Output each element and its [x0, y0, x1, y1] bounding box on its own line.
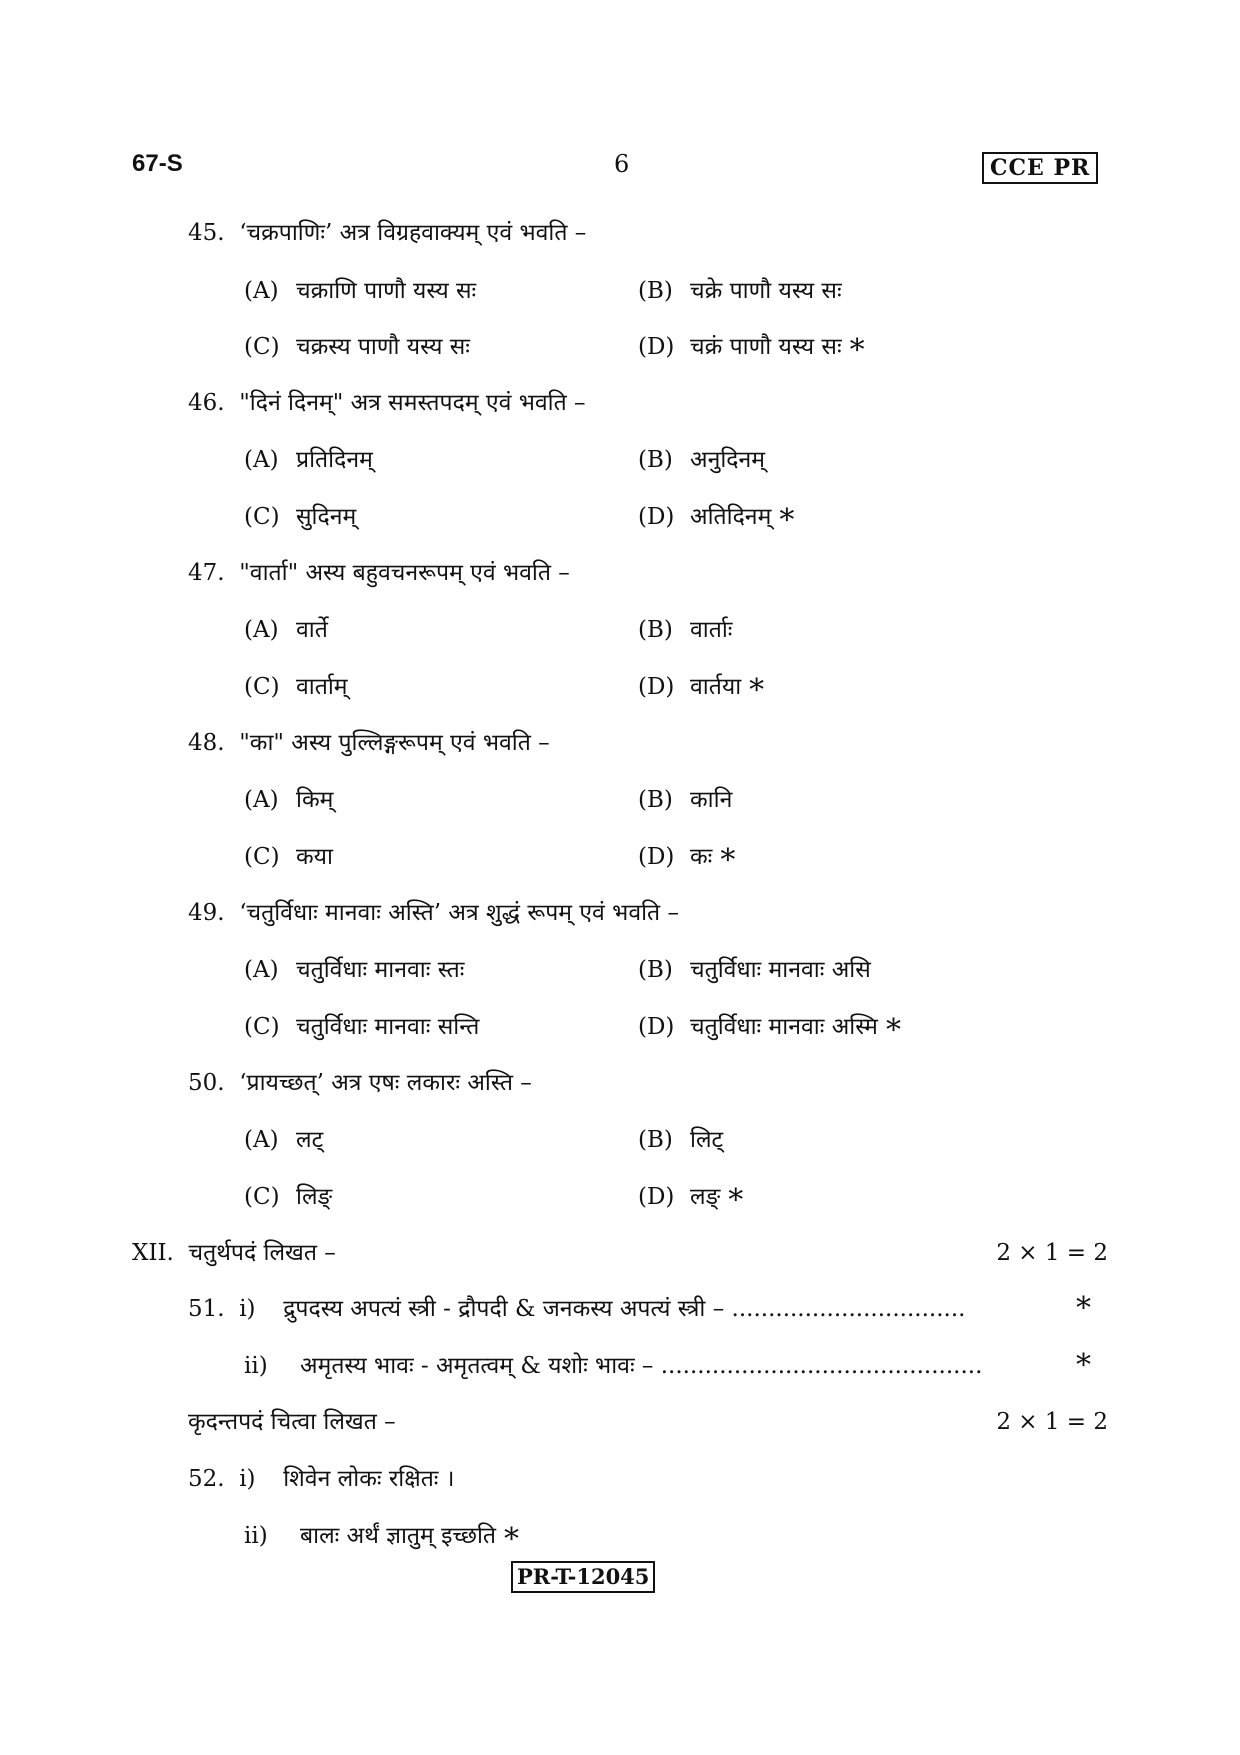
option-a: (A) लट् — [244, 1127, 324, 1153]
section-title: चतुर्थपदं लिखत – — [188, 1240, 336, 1266]
option-b: (B) अनुदिनम् — [638, 447, 766, 473]
question-52-ii: ii) बालः अर्थं ज्ञातुम् इच्छति * — [244, 1522, 520, 1557]
option-c: (C) चतुर्विधाः मानवाः सन्ति — [244, 1014, 480, 1040]
question-number: 50. — [188, 1070, 225, 1096]
question-47 — [188, 558, 570, 588]
answer-mark: * — [720, 843, 736, 878]
question-number: 49. — [188, 900, 225, 926]
option-c: (C) लिङ् — [244, 1184, 333, 1210]
answer-mark: * — [885, 1013, 901, 1048]
option-d: (D) चतुर्विधाः मानवाः अस्मि * — [638, 1013, 901, 1048]
question-text: ‘प्रायच्छत्’ अत्र एषः लकारः अस्ति – — [239, 1070, 532, 1096]
section-number: XII. — [132, 1240, 174, 1266]
question-text: ‘चतुर्विधाः मानवाः अस्ति’ अत्र शुद्धं रूपम् एवं भवति – — [239, 900, 679, 926]
question-number: 45. — [188, 220, 225, 246]
subsection-marks: 2 × 1 = 2 — [996, 1409, 1108, 1435]
section-heading — [132, 1238, 336, 1268]
section-marks: 2 × 1 = 2 — [996, 1240, 1108, 1266]
option-a: (A) वार्ते — [244, 617, 328, 643]
question-51-i: 51. i) द्रुपदस्य अपत्यं स्त्री - द्रौपदी & जनकस्य अपत्यं स्त्री – ................................ — [188, 1296, 966, 1322]
question-text: ‘चक्रपाणिः’ अत्र विग्रहवाक्यम् एवं भवति – — [239, 220, 587, 246]
option-b: (B) चक्रे पाणौ यस्य सः — [638, 278, 842, 304]
question-number: 52. — [188, 1466, 225, 1492]
question-48 — [188, 728, 550, 758]
option-d: (D) अतिदिनम् * — [638, 503, 795, 538]
question-text: "वार्ता" अस्य बहुवचनरूपम् एवं भवति – — [239, 560, 570, 586]
question-number: 51. — [188, 1296, 225, 1322]
question-52-i: 52. i) शिवेन लोकः रक्षितः । — [188, 1466, 455, 1492]
exam-type-box: CCE PR — [982, 152, 1098, 184]
option-d: (D) कः * — [638, 843, 736, 878]
option-a: (A) चतुर्विधाः मानवाः स्तः — [244, 957, 465, 983]
option-d: (D) वार्तया * — [638, 673, 765, 708]
answer-mark: * — [1076, 1291, 1091, 1326]
option-d: (D) चक्रं पाणौ यस्य सः * — [638, 333, 865, 368]
question-50 — [188, 1068, 532, 1098]
option-b: (B) कानि — [638, 787, 733, 813]
question-text: "का" अस्य पुल्लिङ्गरूपम् एवं भवति – — [239, 730, 550, 756]
footer-code-box: PR-T-12045 — [511, 1561, 655, 1593]
answer-mark: * — [779, 503, 795, 538]
option-c: (C) चक्रस्य पाणौ यस्य सः — [244, 334, 470, 360]
option-a: (A) किम् — [244, 787, 334, 813]
answer-mark: * — [849, 333, 865, 368]
option-b: (B) लिट् — [638, 1127, 724, 1153]
option-c: (C) कया — [244, 844, 333, 870]
question-46 — [188, 388, 586, 418]
option-a: (A) चक्राणि पाणौ यस्य सः — [244, 278, 477, 304]
answer-mark: * — [1076, 1348, 1091, 1383]
page-number: 6 — [614, 150, 630, 178]
option-d: (D) लङ् * — [638, 1183, 744, 1218]
question-number: 48. — [188, 730, 225, 756]
question-text: "दिनं दिनम्" अत्र समस्तपदम् एवं भवति – — [239, 390, 586, 416]
answer-mark: * — [728, 1183, 744, 1218]
option-b: (B) वार्ताः — [638, 617, 733, 643]
question-49 — [188, 898, 679, 928]
paper-code: 67-S — [132, 150, 183, 177]
option-c: (C) वार्ताम् — [244, 674, 348, 700]
question-number: 46. — [188, 390, 225, 416]
answer-mark: * — [504, 1522, 520, 1557]
question-51-ii: ii) अमृतस्य भावः - अमृतत्वम् & यशोः भावः – ............................................ — [244, 1353, 983, 1379]
option-c: (C) सुदिनम् — [244, 504, 357, 530]
option-a: (A) प्रतिदिनम् — [244, 447, 373, 473]
option-b: (B) चतुर्विधाः मानवाः असि — [638, 957, 871, 983]
question-number: 47. — [188, 560, 225, 586]
subsection-title: कृदन्तपदं चित्वा लिखत – — [188, 1409, 396, 1435]
answer-mark: * — [749, 673, 765, 708]
question-45 — [188, 218, 586, 248]
